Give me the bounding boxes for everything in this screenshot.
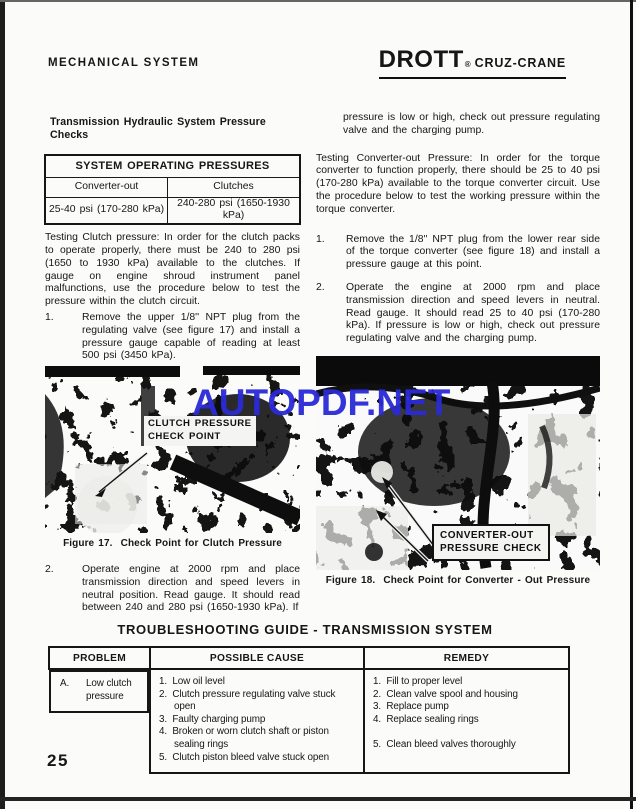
scan-edge-right — [630, 0, 633, 809]
numbered-step — [316, 234, 600, 272]
problem-cell — [49, 670, 149, 713]
brand-logo — [379, 48, 566, 79]
body-paragraph: Testing Clutch pressure: In order for the clutch packs to operate properly, there must be 240 to 280 psi (1650 to 1930 kPa) available to the clutches. If gauge on engine shroud instrument panel malfunctions, use the procedure below to test the pressure within the clutch circuit. — [45, 232, 300, 308]
brand-name: DROTT — [378, 46, 464, 73]
system-operating-pressures-table — [44, 154, 301, 226]
pressure-table-col-header: Converter-out — [45, 177, 168, 197]
callout-line: PRESSURE CHECK — [440, 543, 542, 555]
figure-18-photo — [316, 356, 600, 570]
scan-edge-bottom — [0, 797, 636, 801]
remedy-item: 5. Clean bleed valves thoroughly — [373, 739, 516, 751]
troubleshooting-title: TROUBLESHOOTING GUIDE - TRANSMISSION SYSTEM — [117, 622, 493, 637]
step-text: Operate the engine at 2000 rpm and place transmission direction and speed levers in neutral. Read gauge. It should read 25 to 40 psi (170-280 kPa). If pressure is low or high, check out pressure regulating valve and the charging pump. — [346, 281, 600, 345]
page-number: 25 — [47, 751, 69, 770]
registered-trademark-icon: ® — [464, 60, 471, 69]
pressure-table-value: 240-280 psi (1650-1930 kPa) — [168, 197, 301, 224]
body-paragraph: Testing Converter-out Pressure: In order for the torque converter to function properly, there should be 25 to 40 psi (170-280 kPa) available to the torque converter circuit. Use the procedure below to test the working pressure within the torque converter. — [316, 152, 600, 215]
problem-letter: A. — [60, 678, 70, 689]
body-paragraph: pressure is low or high, check out pressure regulating valve and the charging pump. — [343, 112, 600, 136]
remedy-item: 1. Fill to proper level — [373, 676, 463, 687]
step-text: Operate engine at 2000 rpm and place transmission direction and speed levers in neutral position. Read gauge. It should read between 240 and 280 psi (1650-1930 kPa). If — [82, 563, 300, 614]
figure-17-photo — [45, 366, 300, 533]
numbered-step — [45, 564, 300, 615]
cause-item: 5. Clutch piston bleed valve stuck open — [159, 751, 330, 763]
figure-18-caption: Figure 18. Check Point for Converter - Out Pressure — [325, 574, 591, 586]
numbered-step — [316, 282, 600, 346]
remedy-item: 3. Replace pump — [373, 701, 449, 713]
callout-line: CLUTCH PRESSURE — [148, 418, 252, 430]
remedies-cell — [364, 669, 569, 773]
figure-17-caption: Figure 17. Check Point for Clutch Pressure — [63, 538, 282, 550]
section-title: MECHANICAL SYSTEM — [48, 57, 200, 69]
scan-edge-top — [0, 0, 636, 2]
troubleshooting-table — [48, 646, 570, 774]
ts-col-header-cause: POSSIBLE CAUSE — [150, 647, 364, 669]
step-number: 1. — [316, 233, 325, 245]
left-column — [45, 112, 300, 615]
scan-edge-left — [0, 0, 5, 809]
photo-callout-label — [432, 524, 550, 561]
watermark: AUTOPDF.NET — [192, 382, 451, 423]
right-column — [316, 112, 600, 588]
step-number: 2. — [316, 281, 325, 293]
step-number: 1. — [45, 311, 54, 323]
callout-line: CHECK POINT — [148, 430, 221, 442]
pressure-table-title: SYSTEM OPERATING PRESSURES — [45, 155, 300, 178]
pressure-table-value: 25-40 psi (170-280 kPa) — [45, 197, 168, 224]
problem-text: Low clutch pressure — [86, 678, 132, 702]
remedy-item: 2. Clean valve spool and housing — [373, 688, 518, 700]
step-number: 2. — [45, 563, 54, 575]
causes-cell — [150, 669, 364, 773]
callout-line: CONVERTER-OUT — [440, 529, 534, 541]
remedy-item: 4. Replace sealing rings — [373, 713, 479, 725]
ts-col-header-problem: PROBLEM — [49, 647, 150, 669]
photo-callout-label — [144, 416, 256, 446]
brand-suffix: CRUZ-CRANE — [474, 56, 566, 70]
subsection-heading: Transmission Hydraulic System Pressure Checks — [50, 116, 266, 141]
cause-item: 2. Clutch pressure regulating valve stuck open — [159, 688, 336, 713]
pressure-table-col-header: Clutches — [168, 177, 301, 197]
step-text: Remove the 1/8'' NPT plug from the lower rear side of the torque converter (see figure 18) and install a pressure gauge at this point. — [346, 233, 600, 271]
table-row — [49, 669, 569, 773]
ts-col-header-remedy: REMEDY — [364, 647, 569, 669]
cause-item: 3. Faulty charging pump — [159, 713, 266, 725]
cause-item: 4. Broken or worn clutch shaft or piston sealing rings — [159, 726, 329, 750]
cause-item: 1. Low oil level — [159, 676, 225, 687]
pointer-arrow — [45, 366, 300, 533]
step-text: Remove the upper 1/8'' NPT plug from the regulating valve (see figure 17) and install a pressure gauge capable of reading at least 500 psi (3450 kPa). — [82, 311, 300, 362]
numbered-step — [45, 312, 300, 363]
